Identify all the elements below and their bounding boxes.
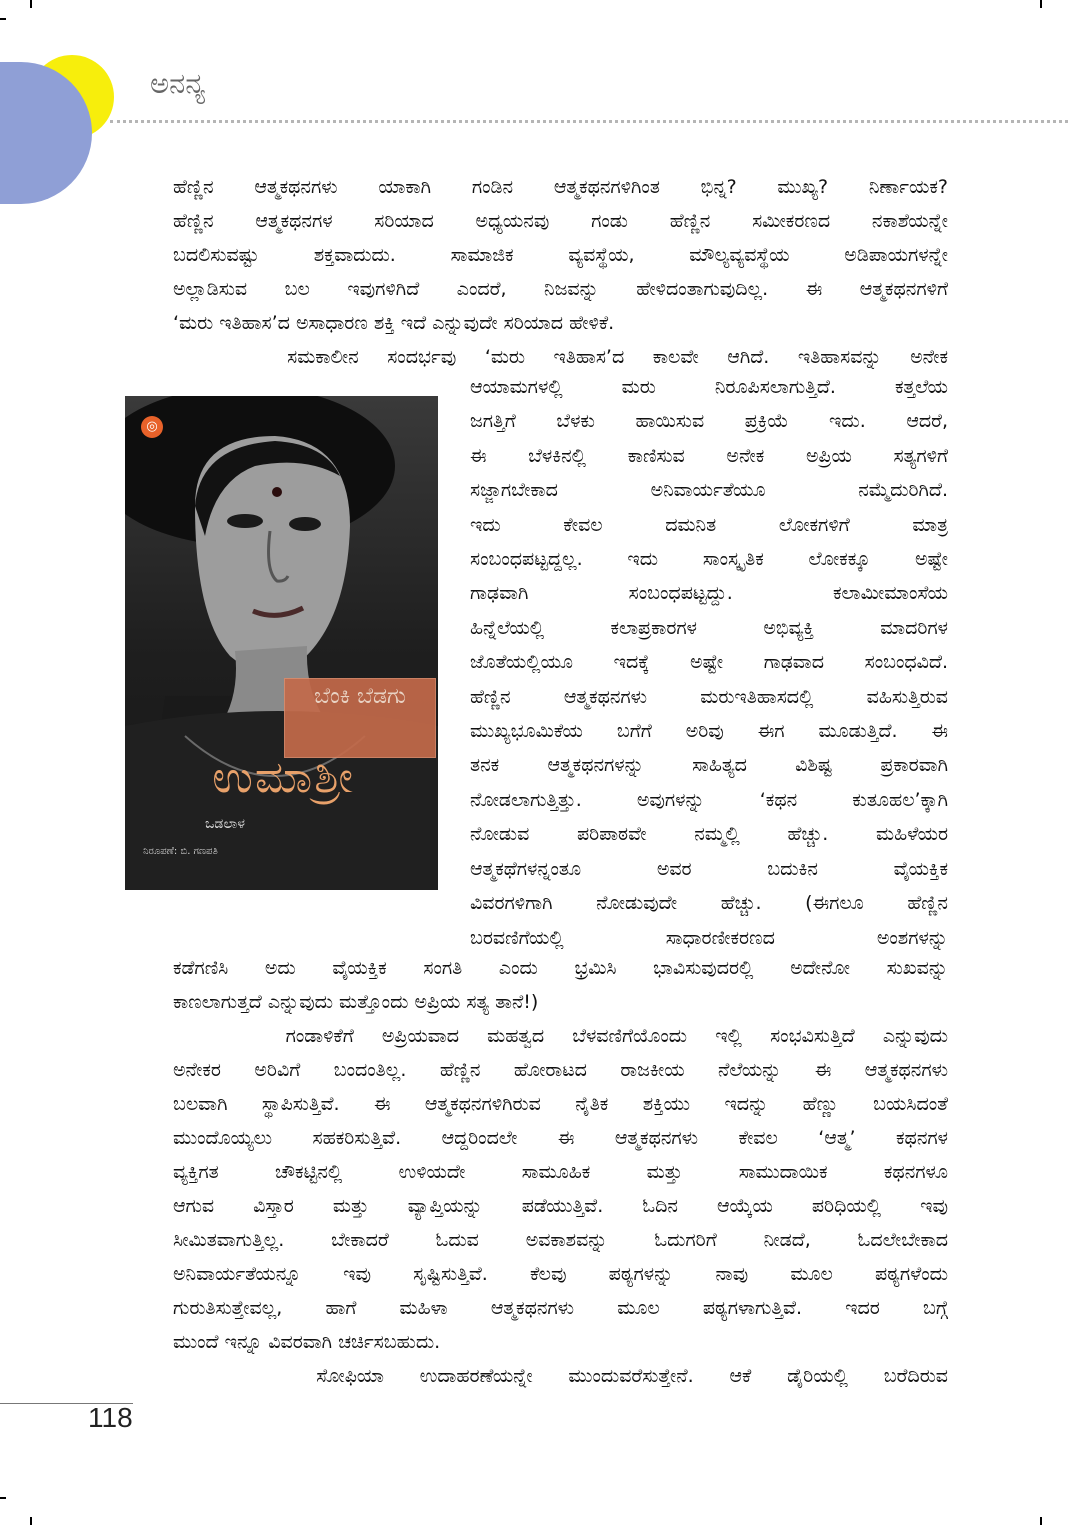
text-line: ಜೊತೆಯಲ್ಲಿಯೂ ಇದಕ್ಕೆ ಅಷ್ಟೇ ಗಾಢವಾದ ಸಂಬಂಧವಿದೆ.	[470, 651, 948, 674]
cover-title-box: ಬೆಂಕಿ ಬೆಡಗು	[284, 678, 436, 758]
text-line: ಸಂಬಂಧಪಟ್ಟದ್ದಲ್ಲ. ಇದು ಸಾಂಸ್ಕೃತಿಕ ಲೋಕಕ್ಕೂ ಅಷ್ಟೇ	[470, 548, 948, 571]
portrait-illustration	[125, 396, 438, 890]
text-line: ಮುಂದೆ ಇನ್ನೂ ವಿವರವಾಗಿ ಚರ್ಚಿಸಬಹುದು.	[173, 1331, 441, 1353]
text-line: ಕಾಣಲಾಗುತ್ತದೆ ಎನ್ನುವುದು ಮತ್ತೊಂದು ಅಪ್ರಿಯ ಸತ್ಯ ತಾನೆ!)	[173, 991, 539, 1013]
header-dotted-rule	[110, 120, 1068, 123]
text-line: ಹೆಣ್ಣಿನ ಆತ್ಮಕಥನಗಳ ಸರಿಯಾದ ಅಧ್ಯಯನವು ಗಂಡು ಹೆಣ್ಣಿನ ಸಮೀಕರಣದ ನಕಾಶೆಯನ್ನೇ	[173, 210, 948, 232]
text-line: ಅನೇಕರ ಅರಿವಿಗೆ ಬಂದಂತಿಲ್ಲ. ಹೆಣ್ಣಿನ ಹೋರಾಟದ ರಾಜಕೀಯ ನೆಲೆಯನ್ನು ಈ ಆತ್ಮಕಥನಗಳು	[173, 1059, 948, 1081]
crop-mark	[0, 18, 6, 20]
column-text	[470, 370, 948, 955]
text-line: ಹಿನ್ನೆಲೆಯಲ್ಲಿ ಕಲಾಪ್ರಕಾರಗಳ ಅಭಿವ್ಯಕ್ತಿ ಮಾದರಿಗಳ	[470, 616, 948, 639]
book-cover-image	[125, 396, 438, 890]
top-paragraphs	[173, 170, 948, 374]
text-line: ನೋಡಲಾಗುತ್ತಿತ್ತು. ಅವುಗಳನ್ನು ‘ಕಥನ ಕುತೂಹಲ’ಕ್ಕಾಗಿ	[470, 788, 948, 811]
text-line: ಈ ಬೆಳಕಿನಲ್ಲಿ ಕಾಣಿಸುವ ಅನೇಕ ಅಪ್ರಿಯ ಸತ್ಯಗಳಿಗೆ	[470, 444, 948, 467]
text-line: ಹೆಣ್ಣಿನ ಆತ್ಮಕಥನಗಳು ಮರುಇತಿಹಾಸದಲ್ಲಿ ವಹಿಸುತ್ತಿರುವ	[470, 685, 948, 708]
text-line: ಜಗತ್ತಿಗೆ ಬೆಳಕು ಹಾಯಿಸುವ ಪ್ರಕ್ರಿಯೆ ಇದು. ಆದರೆ,	[470, 410, 948, 433]
crop-mark	[1040, 0, 1042, 8]
text-line: ಗಾಢವಾಗಿ ಸಂಬಂಧಪಟ್ಟದ್ದು. ಕಲಾಮೀಮಾಂಸೆಯ	[470, 582, 948, 605]
text-line: ಆತ್ಮಕಥೆಗಳನ್ನಂತೂ ಅವರ ಬದುಕಿನ ವೈಯಕ್ತಿಕ	[470, 857, 948, 880]
cover-subtitle: ಒಡಲಾಳ	[205, 816, 245, 832]
text-line: ವಿವರಗಳಿಗಾಗಿ ನೋಡುವುದೇ ಹೆಚ್ಚು. (ಈಗಲೂ ಹೆಣ್ಣಿನ	[470, 892, 948, 915]
crop-mark	[30, 0, 32, 8]
page-number: 118	[88, 1402, 133, 1433]
text-line: ಆಯಾಮಗಳಲ್ಲಿ ಮರು ನಿರೂಪಿಸಲಾಗುತ್ತಿದೆ. ಕತ್ತಲೆಯ	[470, 376, 948, 398]
text-line: ಸೋಫಿಯಾ ಉದಾಹರಣೆಯನ್ನೇ ಮುಂದುವರೆಸುತ್ತೇನೆ. ಆಕೆ ಡೈರಿಯಲ್ಲಿ ಬರೆದಿರುವ	[173, 1365, 948, 1387]
text-line: ಸೀಮಿತವಾಗುತ್ತಿಲ್ಲ. ಬೇಕಾದರೆ ಓದುವ ಅವಕಾಶವನ್ನು ಓದುಗರಿಗೆ ನೀಡದೆ, ಓದಲೇಬೇಕಾದ	[173, 1229, 948, 1251]
text-line: ಕಡೆಗಣಿಸಿ ಅದು ವೈಯಕ್ತಿಕ ಸಂಗತಿ ಎಂದು ಭ್ರಮಿಸಿ ಭಾವಿಸುವುದರಲ್ಲಿ ಅದೇನೋ ಸುಖವನ್ನು	[173, 957, 948, 979]
crop-mark	[0, 1497, 6, 1499]
text-line: ಬರವಣಿಗೆಯಲ್ಲಿ ಸಾಧಾರಣೀಕರಣದ ಅಂಶಗಳನ್ನು	[470, 926, 948, 949]
text-line: ಸಮಕಾಲೀನ ಸಂದರ್ಭವು ‘ಮರು ಇತಿಹಾಸ’ದ ಕಾಲವೇ ಆಗಿದೆ. ಇತಿಹಾಸವನ್ನು ಅನೇಕ	[173, 346, 948, 368]
text-line: ಹೆಣ್ಣಿನ ಆತ್ಮಕಥನಗಳು ಯಾಕಾಗಿ ಗಂಡಿನ ಆತ್ಮಕಥನಗಳಿಗಿಂತ ಭಿನ್ನ? ಮುಖ್ಯ? ನಿರ್ಣಾಯಕ?	[173, 176, 948, 198]
text-line: ಸಜ್ಜಾಗಬೇಕಾದ ಅನಿವಾರ್ಯತೆಯೂ ನಮ್ಮೆದುರಿಗಿದೆ.	[470, 479, 948, 502]
running-header-title: ಅನನ್ಯ	[150, 66, 206, 100]
text-line: ಮುಂದೊಯ್ಯಲು ಸಹಕರಿಸುತ್ತಿವೆ. ಆದ್ದರಿಂದಲೇ ಈ ಆತ್ಮಕಥನಗಳು ಕೇವಲ ‘ಆತ್ಮ’ ಕಥನಗಳ	[173, 1127, 948, 1149]
crop-mark	[30, 1517, 32, 1525]
bottom-paragraphs	[173, 951, 948, 1393]
text-line: ವ್ಯಕ್ತಿಗತ ಚೌಕಟ್ಟಿನಲ್ಲಿ ಉಳಿಯದೇ ಸಾಮೂಹಿಕ ಮತ್ತು ಸಾಮುದಾಯಿಕ ಕಥನಗಳೂ	[173, 1161, 948, 1183]
crop-mark	[1040, 1517, 1042, 1525]
text-line: ತನಕ ಆತ್ಮಕಥನಗಳನ್ನು ಸಾಹಿತ್ಯದ ವಿಶಿಷ್ಟ ಪ್ರಕಾರವಾಗಿ	[470, 754, 948, 777]
publisher-logo-icon: ◎	[141, 416, 163, 438]
text-line: ಮುಖ್ಯಭೂಮಿಕೆಯ ಬಗೆಗೆ ಅರಿವು ಈಗ ಮೂಡುತ್ತಿದೆ. ಈ	[470, 720, 948, 743]
text-line: ಬದಲಿಸುವಷ್ಟು ಶಕ್ತವಾದುದು. ಸಾಮಾಜಿಕ ವ್ಯವಸ್ಥೆಯ, ಮೌಲ್ಯವ್ಯವಸ್ಥೆಯ ಅಡಿಪಾಯಗಳನ್ನೇ	[173, 244, 948, 266]
text-line: ಗುರುತಿಸುತ್ತೇವಲ್ಲ, ಹಾಗೆ ಮಹಿಳಾ ಆತ್ಮಕಥನಗಳು ಮೂಲ ಪಠ್ಯಗಳಾಗುತ್ತಿವೆ. ಇದರ ಬಗ್ಗೆ	[173, 1297, 948, 1319]
text-line: ಅಲ್ಲಾಡಿಸುವ ಬಲ ಇವುಗಳಿಗಿದೆ ಎಂದರೆ, ನಿಜವನ್ನು ಹೇಳಿದಂತಾಗುವುದಿಲ್ಲ. ಈ ಆತ್ಮಕಥನಗಳಿಗೆ	[173, 278, 948, 300]
text-line: ಇದು ಕೇವಲ ದಮನಿತ ಲೋಕಗಳಿಗೆ ಮಾತ್ರ	[470, 513, 948, 536]
text-line: ಅನಿವಾರ್ಯತೆಯನ್ನೂ ಇವು ಸೃಷ್ಟಿಸುತ್ತಿವೆ. ಕೆಲವು ಪಠ್ಯಗಳನ್ನು ನಾವು ಮೂಲ ಪಠ್ಯಗಳೆಂದು	[173, 1263, 948, 1285]
text-line: ಬಲವಾಗಿ ಸ್ಥಾಪಿಸುತ್ತಿವೆ. ಈ ಆತ್ಮಕಥನಗಳಿಗಿರುವ ನೈತಿಕ ಶಕ್ತಿಯು ಇದನ್ನು ಹೆಣ್ಣು ಬಯಸಿದಂತೆ	[173, 1093, 948, 1115]
text-line: ಆಗುವ ವಿಸ್ತಾರ ಮತ್ತು ವ್ಯಾಪ್ತಿಯನ್ನು ಪಡೆಯುತ್ತಿವೆ. ಓದಿನ ಆಯ್ಕೆಯ ಪರಿಧಿಯಲ್ಲಿ ಇವು	[173, 1195, 948, 1217]
text-line: ನೋಡುವ ಪರಿಪಾಠವೇ ನಮ್ಮಲ್ಲಿ ಹೆಚ್ಚು. ಮಹಿಳೆಯರ	[470, 823, 948, 846]
text-line: ‘ಮರು ಇತಿಹಾಸ’ದ ಅಸಾಧಾರಣ ಶಕ್ತಿ ಇದೆ ಎನ್ನುವುದೇ ಸರಿಯಾದ ಹೇಳಿಕೆ.	[173, 312, 615, 334]
cover-editor-credit: ನಿರೂಪಣೆ: ಬಿ. ಗಣಪತಿ	[143, 846, 218, 857]
cover-author-name: ಉಮಾಶ್ರೀ	[212, 752, 355, 803]
text-line: ಗಂಡಾಳಿಕೆಗೆ ಅಪ್ರಿಯವಾದ ಮಹತ್ವದ ಬೆಳವಣಿಗೆಯೊಂದು ಇಲ್ಲಿ ಸಂಭವಿಸುತ್ತಿದೆ ಎನ್ನುವುದು	[173, 1025, 948, 1047]
